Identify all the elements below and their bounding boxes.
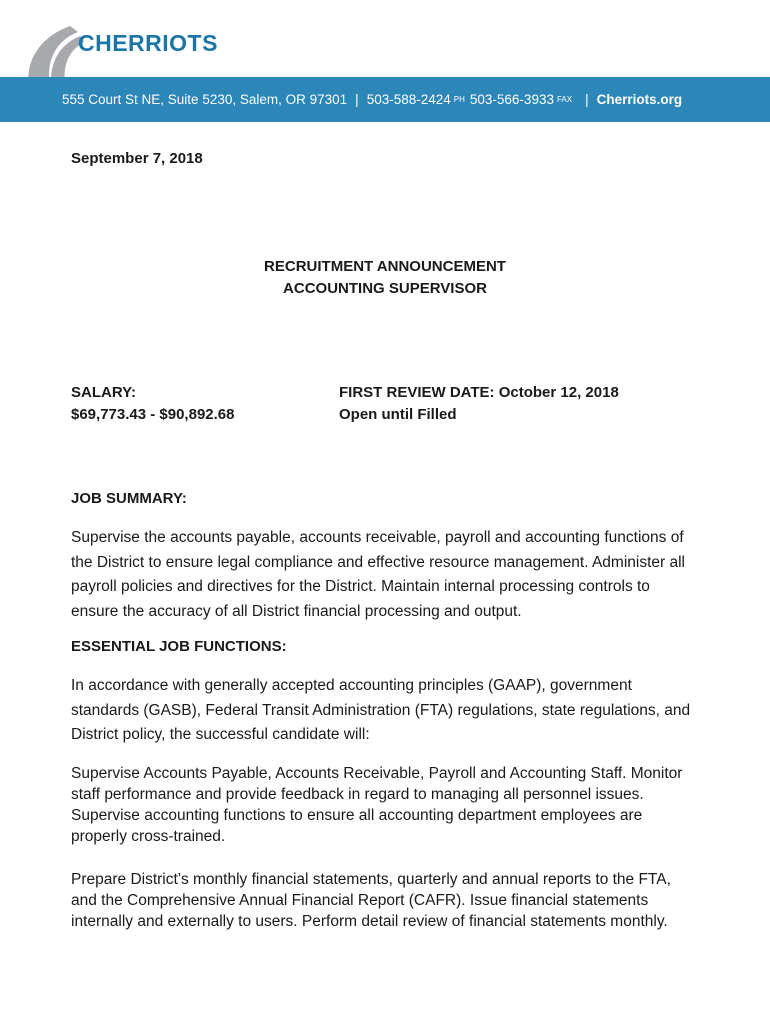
salary-block — [71, 382, 234, 426]
address-text: 555 Court St NE, Suite 5230, Salem, OR 97301 — [62, 92, 348, 107]
fax-suffix: FAX — [556, 95, 573, 104]
phone-number: 503-588-2424 — [366, 92, 451, 107]
phone-suffix: PH — [453, 95, 465, 104]
letter-date: September 7, 2018 — [71, 150, 203, 167]
separator: | — [355, 92, 359, 107]
separator: | — [585, 92, 589, 107]
fax-number: 503-566-3933 — [469, 92, 554, 107]
contact-banner — [0, 77, 770, 122]
cherriots-logo-text: CHERRIOTS — [78, 30, 218, 56]
review-date-value: Open until Filled — [339, 406, 457, 423]
function-paragraph-1: Supervise Accounts Payable, Accounts Receivable, Payroll and Accounting Staff. Monitor staff performance and provide feedback in regard to managing all personnel issues. Supervise accounting functions to ensure all accounting department employees are properly cross-trained. — [71, 765, 683, 845]
job-summary-text: Supervise the accounts payable, accounts receivable, payroll and accounting functions of the District to ensure legal compliance and effective resource management. Administer all payroll policies and directives for the District. Maintain internal processing controls to ensure the accuracy of all District financial processing and output. — [71, 529, 685, 620]
essential-functions-heading: ESSENTIAL JOB FUNCTIONS: — [71, 638, 287, 655]
review-date-block — [339, 382, 619, 426]
salary-label: SALARY: — [71, 384, 136, 401]
function-paragraph-2: Prepare District’s monthly financial statements, quarterly and annual reports to the FTA, and the Comprehensive Annual Financial Report (CAFR). Issue financial statements internally and externally to users. Perform detail review of financial statements monthly. — [71, 871, 671, 930]
essential-functions-intro: In accordance with generally accepted accounting principles (GAAP), government standards (GASB), Federal Transit Administration (FTA) regulations, state regulations, and District policy, the successful candidate will: — [71, 677, 691, 743]
job-summary-heading: JOB SUMMARY: — [71, 490, 187, 507]
website-link[interactable]: Cherriots.org — [596, 92, 683, 107]
title-line-2: ACCOUNTING SUPERVISOR — [283, 280, 487, 297]
review-date-label: FIRST REVIEW DATE: October 12, 2018 — [339, 384, 619, 401]
salary-value: $69,773.43 - $90,892.68 — [71, 406, 235, 423]
title-line-1: RECRUITMENT ANNOUNCEMENT — [264, 258, 506, 275]
announcement-title — [0, 256, 770, 300]
